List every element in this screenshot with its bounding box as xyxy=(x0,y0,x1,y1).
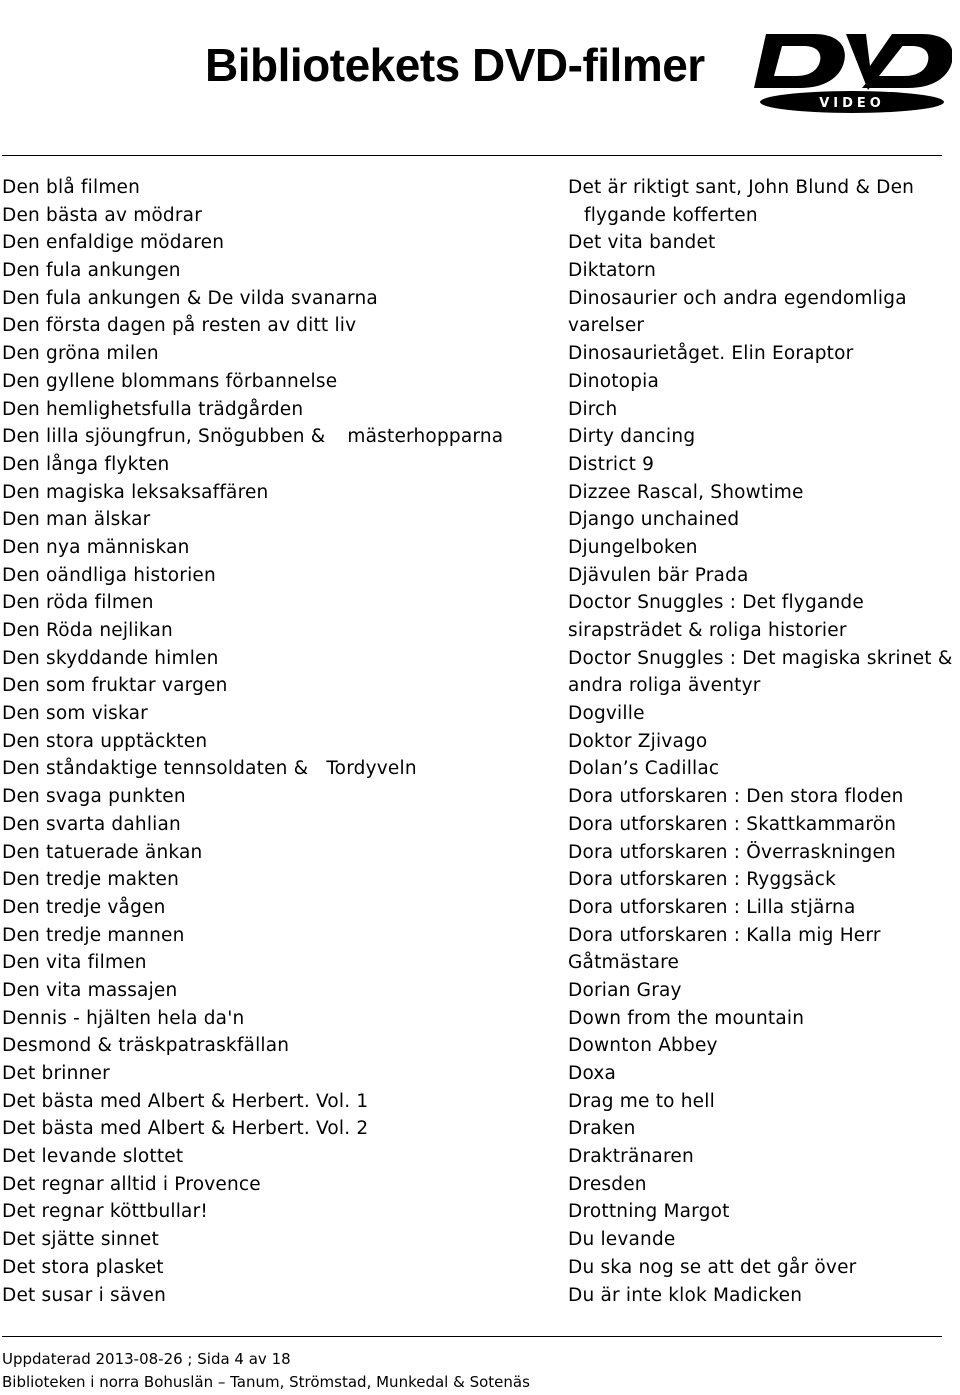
list-item: Djävulen bär Prada xyxy=(568,564,749,586)
list-item: Den som viskar xyxy=(2,703,148,725)
list-item: Dinosaurier och andra egendomliga xyxy=(568,287,907,309)
list-item: andra roliga äventyr xyxy=(568,675,761,697)
list-item: Det stora plasket xyxy=(2,1256,164,1278)
list-item: Drottning Margot xyxy=(568,1201,730,1223)
list-item: Dorian Gray xyxy=(568,979,682,1001)
list-item: Downton Abbey xyxy=(568,1035,718,1057)
list-item: Det är riktigt sant, John Blund & Den xyxy=(568,177,915,198)
list-item: Dora utforskaren : Ryggsäck xyxy=(568,869,837,891)
list-item: Dinotopia xyxy=(568,370,660,392)
list-item: Dizzee Rascal, Showtime xyxy=(568,481,804,503)
list-item: Dogville xyxy=(568,703,645,725)
list-item: Den gyllene blommans förbannelse xyxy=(2,370,338,392)
page-title: Bibliotekets DVD-filmer xyxy=(205,39,705,91)
list-item: Den skyddande himlen xyxy=(2,647,219,669)
list-item: Dora utforskaren : Överraskningen xyxy=(568,841,896,863)
list-item: Den stora upptäckten xyxy=(2,730,208,752)
list-item: Den nya människan xyxy=(2,536,190,558)
list-item: Du ska nog se att det går över xyxy=(568,1256,857,1278)
right-title-list xyxy=(568,174,953,1309)
list-item: Den fula ankungen xyxy=(2,260,181,282)
list-item: Dinosaurietåget. Elin Eoraptor xyxy=(568,343,854,365)
list-item-text: Den lilla sjöungfrun, Snögubben & xyxy=(2,426,326,448)
list-item: Den som fruktar vargen xyxy=(2,675,228,697)
list-item: Det sjätte sinnet xyxy=(2,1229,159,1251)
list-item: sirapsträdet & roliga historier xyxy=(568,620,847,641)
list-item: Dora utforskaren : Den stora floden xyxy=(568,786,904,808)
list-item: Django unchained xyxy=(568,509,740,531)
list-item: Den bästa av mödrar xyxy=(2,204,203,226)
list-item: Dennis - hjälten hela da'n xyxy=(2,1007,245,1029)
list-item: Draken xyxy=(568,1118,636,1140)
footer-rule xyxy=(2,1336,942,1337)
list-item xyxy=(2,755,552,783)
list-item: Den första dagen på resten av ditt liv xyxy=(2,315,357,337)
list-item: Det bästa med Albert & Herbert. Vol. 1 xyxy=(2,1090,369,1112)
list-item: Den magiska leksaksaffären xyxy=(2,481,269,503)
list-item: Du är inte klok Madicken xyxy=(568,1284,803,1306)
list-item: Den gröna milen xyxy=(2,343,159,365)
list-item xyxy=(2,423,552,451)
list-item: Dirch xyxy=(568,398,618,420)
list-item: Drag me to hell xyxy=(568,1090,715,1112)
list-item: Dora utforskaren : Skattkammarön xyxy=(568,813,897,835)
list-item: Det vita bandet xyxy=(568,232,716,254)
list-item: Den vita massajen xyxy=(2,979,178,1001)
list-item: Den svaga punkten xyxy=(2,786,186,808)
svg-text:VIDEO: VIDEO xyxy=(819,96,885,111)
list-item: Dolan’s Cadillac xyxy=(568,758,720,780)
list-item: Den oändliga historien xyxy=(2,564,216,586)
footer-library: Biblioteken i norra Bohuslän – Tanum, Strömstad, Munkedal & Sotenäs xyxy=(2,1373,530,1391)
list-item: Den långa flykten xyxy=(2,453,170,475)
left-title-list xyxy=(2,174,552,1309)
list-item: Den blå filmen xyxy=(2,177,141,198)
list-item: Den tatuerade änkan xyxy=(2,841,203,863)
list-item-text: Den ståndaktige tennsoldaten & xyxy=(2,758,309,780)
list-item: Den vita filmen xyxy=(2,952,147,974)
list-item: flygande kofferten xyxy=(584,204,758,226)
list-item: Det levande slottet xyxy=(2,1146,184,1168)
list-item: Draktränaren xyxy=(568,1146,694,1168)
list-item: Det regnar alltid i Provence xyxy=(2,1173,261,1195)
list-item: Doxa xyxy=(568,1063,617,1084)
list-item: Dresden xyxy=(568,1173,647,1195)
list-item: Doctor Snuggles : Det flygande xyxy=(568,592,864,614)
list-item-continuation: mästerhopparna xyxy=(347,426,504,448)
list-item: varelser xyxy=(568,315,645,337)
list-item: District 9 xyxy=(568,453,655,475)
list-item: Den tredje vågen xyxy=(2,896,166,918)
list-item: Desmond & träskpatraskfällan xyxy=(2,1035,290,1057)
list-item: Det susar i säven xyxy=(2,1284,167,1306)
list-item: Dora utforskaren : Kalla mig Herr xyxy=(568,924,881,946)
list-item: Dirty dancing xyxy=(568,426,696,448)
list-item-continuation: Tordyveln xyxy=(326,758,417,780)
list-item: Den enfaldige mödaren xyxy=(2,232,225,254)
list-item: Den tredje mannen xyxy=(2,924,185,946)
list-item: Du levande xyxy=(568,1229,676,1251)
list-item: Dora utforskaren : Lilla stjärna xyxy=(568,896,856,918)
list-item: Den tredje makten xyxy=(2,869,180,891)
header-rule xyxy=(2,155,942,156)
list-item: Den svarta dahlian xyxy=(2,813,181,835)
list-item: Den röda filmen xyxy=(2,592,154,614)
list-item: Den hemlighetsfulla trädgården xyxy=(2,398,304,420)
list-item: Gåtmästare xyxy=(568,952,680,974)
list-item: Den fula ankungen & De vilda svanarna xyxy=(2,287,378,309)
list-item: Doktor Zjivago xyxy=(568,730,708,752)
list-item: Det regnar köttbullar! xyxy=(2,1201,209,1223)
list-item: Doctor Snuggles : Det magiska skrinet & xyxy=(568,647,953,669)
list-item: Den Röda nejlikan xyxy=(2,620,173,641)
list-item: Den man älskar xyxy=(2,509,151,531)
list-item: Djungelboken xyxy=(568,536,698,558)
list-item: Det brinner xyxy=(2,1063,110,1084)
list-item: Diktatorn xyxy=(568,260,657,282)
list-item: Det bästa med Albert & Herbert. Vol. 2 xyxy=(2,1118,369,1140)
footer-updated: Uppdaterad 2013-08-26 ; Sida 4 av 18 xyxy=(2,1350,291,1368)
dvd-video-logo-icon xyxy=(752,28,952,114)
list-item: Down from the mountain xyxy=(568,1007,805,1029)
